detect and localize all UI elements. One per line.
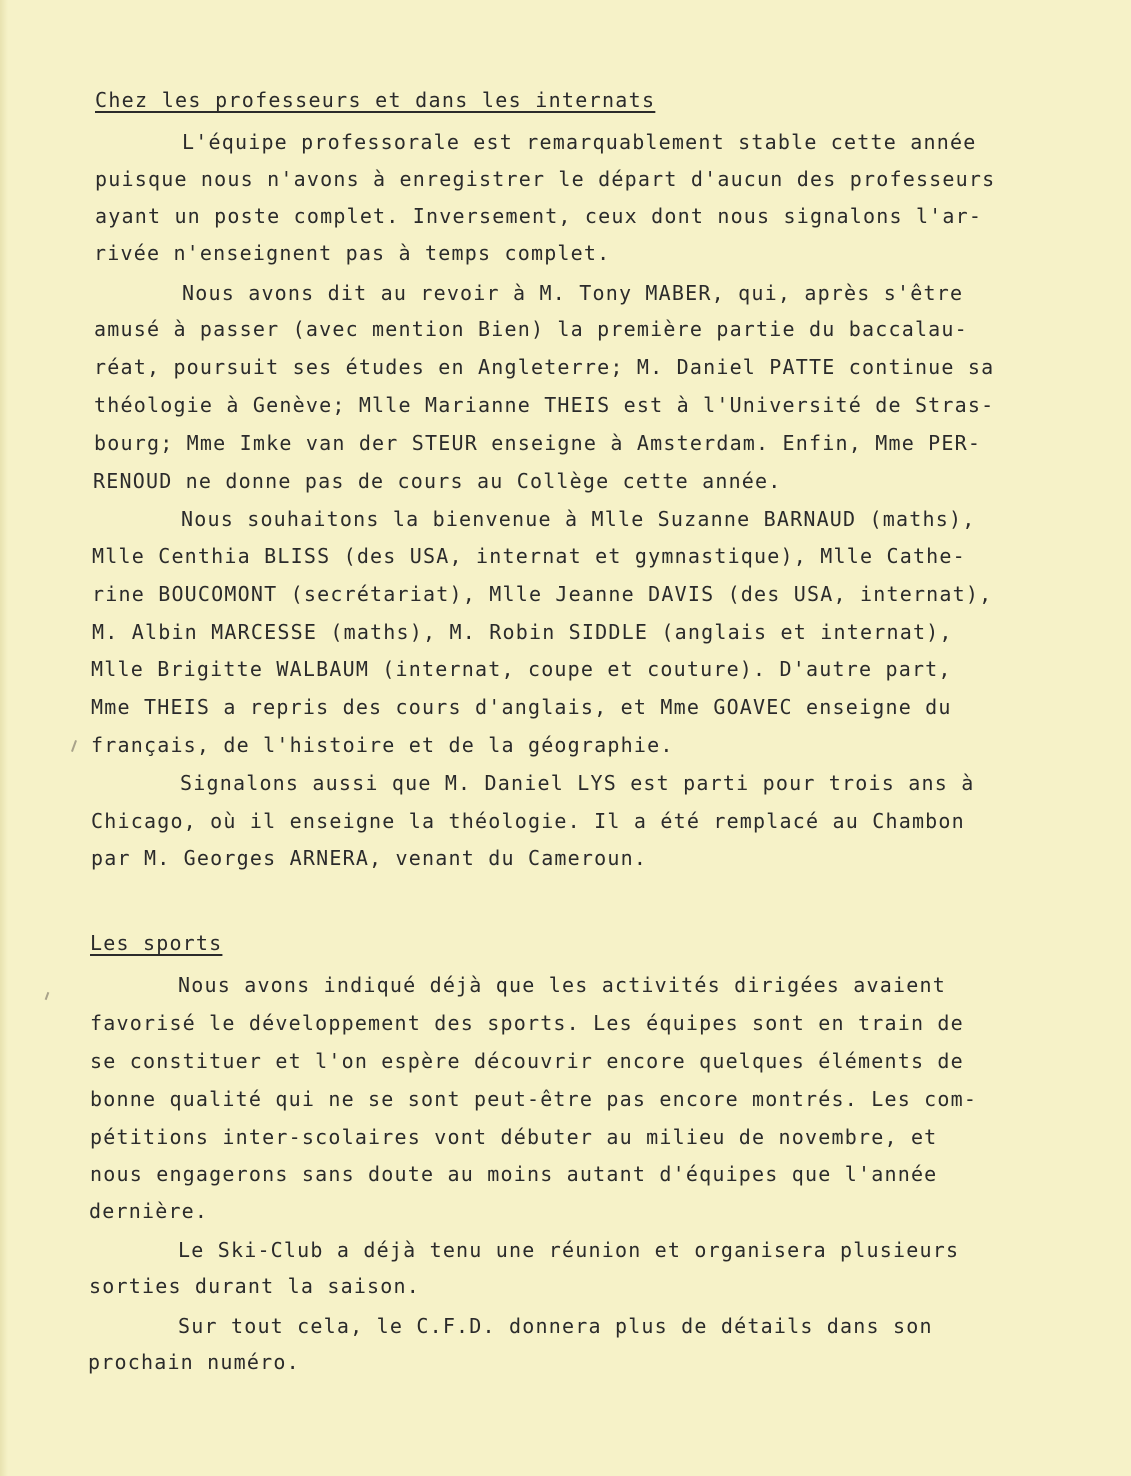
paragraph-line: Nous avons dit au revoir à M. Tony MABER, qui, après s'être — [182, 281, 964, 305]
paragraph-line: se constituer et l'on espère découvrir encore quelques éléments de — [90, 1049, 964, 1073]
paragraph-line: Mme THEIS a repris des cours d'anglais, et Mme GOAVEC enseigne du — [91, 695, 952, 719]
paragraph-line: Chicago, où il enseigne la théologie. Il a été remplacé au Chambon — [91, 809, 965, 833]
paragraph-line: Mlle Brigitte WALBAUM (internat, coupe et couture). D'autre part, — [91, 657, 952, 681]
paragraph-line: ayant un poste complet. Inversement, ceux dont nous signalons l'ar- — [95, 204, 983, 228]
paragraph-line: favorisé le développement des sports. Les équipes sont en train de — [90, 1011, 964, 1035]
paragraph-line: Signalons aussi que M. Daniel LYS est parti pour trois ans à — [180, 771, 975, 795]
paragraph-line: Mlle Centhia BLISS (des USA, internat et gymnastique), Mlle Cathe- — [92, 544, 966, 568]
paragraph-line: Sur tout cela, le C.F.D. donnera plus de détails dans son — [178, 1314, 933, 1338]
paper-speck — [71, 740, 77, 752]
section-heading-professeurs: Chez les professeurs et dans les internats — [95, 88, 656, 112]
paragraph-line: par M. Georges ARNERA, venant du Cameroun. — [91, 846, 648, 870]
paragraph-line: prochain numéro. — [88, 1350, 300, 1374]
paragraph-line: rivée n'enseignent pas à temps complet. — [94, 241, 611, 265]
paragraph-line: puisque nous n'avons à enregistrer le départ d'aucun des professeurs — [95, 167, 996, 191]
page-edge-shadow — [0, 0, 8, 1476]
paragraph-line: réat, poursuit ses études en Angleterre; M. Daniel PATTE continue sa — [94, 355, 995, 379]
paragraph-line: rine BOUCOMONT (secrétariat), Mlle Jeanne DAVIS (des USA, internat), — [92, 582, 993, 606]
paragraph-line: nous engagerons sans doute au moins autant d'équipes que l'année — [90, 1162, 938, 1186]
paragraph-line: dernière. — [89, 1199, 209, 1223]
paragraph-line: M. Albin MARCESSE (maths), M. Robin SIDDLE (anglais et internat), — [92, 620, 953, 644]
paragraph-line: théologie à Genève; Mlle Marianne THEIS est à l'Université de Stras- — [94, 393, 995, 417]
section-heading-sports: Les sports — [90, 931, 223, 955]
paragraph-line: français, de l'histoire et de la géographie. — [91, 733, 674, 757]
paragraph-line: RENOUD ne donne pas de cours au Collège cette année. — [93, 469, 782, 493]
paragraph-line: Le Ski-Club a déjà tenu une réunion et organisera plusieurs — [178, 1238, 960, 1262]
paragraph-line: sorties durant la saison. — [89, 1274, 421, 1298]
paragraph-line: Nous souhaitons la bienvenue à Mlle Suzanne BARNAUD (maths), — [181, 507, 976, 531]
paragraph-line: bourg; Mme Imke van der STEUR enseigne à Amsterdam. Enfin, Mme PER- — [94, 431, 982, 455]
paragraph-line: amusé à passer (avec mention Bien) la première partie du baccalau- — [94, 317, 968, 341]
paragraph-line: bonne qualité qui ne se sont peut-être pas encore montrés. Les com- — [90, 1087, 978, 1111]
paragraph-line: pétitions inter-scolaires vont débuter au milieu de novembre, et — [90, 1125, 938, 1149]
paper-speck — [45, 992, 50, 1000]
paragraph-line: L'équipe professorale est remarquablement stable cette année — [182, 130, 977, 154]
paragraph-line: Nous avons indiqué déjà que les activités dirigées avaient — [178, 973, 946, 997]
